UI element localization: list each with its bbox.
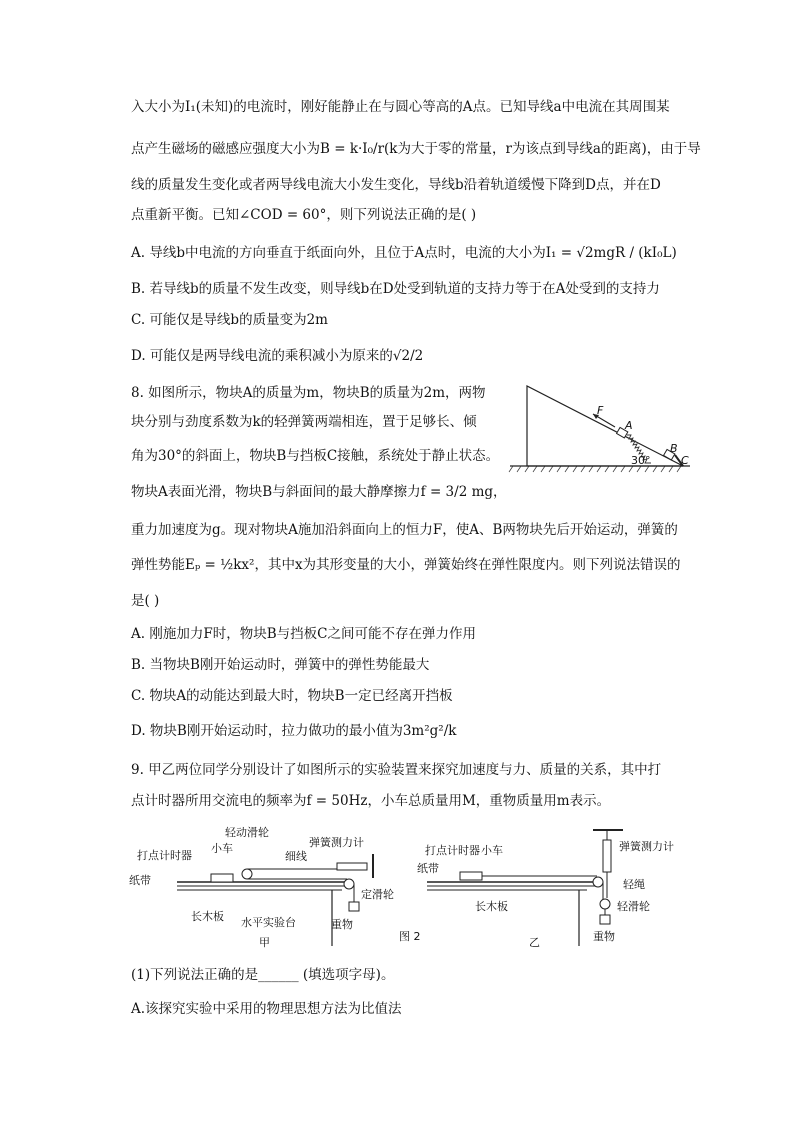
- option-a: A. 刚施加力F时，物块B与挡板C之间可能不存在弹力作用: [131, 626, 476, 642]
- spring-scale-jia: [337, 863, 367, 870]
- text-line: 入大小为I₁(未知)的电流时，刚好能静止在与圆心等高的A点。已知导线a中电流在其周围某: [131, 99, 670, 115]
- incline-triangle: [527, 386, 683, 466]
- label-fixed-pulley: 定滑轮: [361, 888, 394, 901]
- spring-scale-yi: [603, 840, 611, 872]
- pulley-yi-top: [593, 877, 603, 887]
- text-line: 点重新平衡。已知∠COD = 60°，则下列说法正确的是( ): [131, 207, 477, 223]
- label-spring-scale-yi: 弹簧测力计: [619, 840, 674, 853]
- label-board-yi: 长木板: [475, 900, 508, 913]
- apparatus-jia: [129, 825, 394, 949]
- option-c: C. 物块A的动能达到最大时，物块B一定已经离开挡板: [131, 688, 453, 704]
- question-8-line: 重力加速度为g。现对物块A施加沿斜面向上的恒力F，使A、B两物块先后开始运动，弹簧的: [131, 522, 678, 538]
- weight-yi: [600, 915, 610, 924]
- apparatus-figure: [127, 822, 717, 954]
- label-weight-yi: 重物: [593, 930, 615, 943]
- text-line: 线的质量发生变化或者两导线电流大小发生变化，导线b沿着轨道缓慢下降到D点，并在D: [131, 177, 661, 193]
- text-line: 点产生磁场的磁感应强度大小为B = k·I₀/r(k为大于零的常量，r为该点到导线a的距离)，由于导: [131, 141, 701, 157]
- option-d: D. 可能仅是两导线电流的乘积减小为原来的√2/2: [131, 348, 424, 364]
- label-cart-yi: 小车: [481, 844, 503, 857]
- question-8-line: 8. 如图所示，物块A的质量为m，物块B的质量为2m，两物: [131, 385, 486, 401]
- label-angle: 30°: [631, 454, 651, 467]
- caption-jia: 甲: [259, 936, 270, 949]
- label-spring-scale-jia: 弹簧测力计: [309, 836, 364, 849]
- question-8-line: 块分别与劲度系数为k的轻弹簧两端相连，置于足够长、倾: [131, 414, 477, 430]
- question-9-line: 9. 甲乙两位同学分别设计了如图所示的实验装置来探究加速度与力、质量的关系，其中打: [131, 762, 662, 778]
- figure-number: 图 2: [399, 930, 421, 943]
- option-a-text: A.该探究实验中采用的物理思想方法为比值法: [131, 1001, 402, 1017]
- option-b: B. 若导线b的质量不发生改变，则导线b在D处受到轨道的支持力等于在A处受到的支持力: [131, 281, 660, 297]
- question-8-line: 物块A表面光滑，物块B与斜面间的最大静摩擦力f = 3/2 mg，: [131, 484, 507, 500]
- option-c: C. 可能仅是导线b的质量变为2m: [131, 312, 328, 328]
- label-board-jia: 长木板: [191, 910, 224, 923]
- label-light-pulley: 轻动滑轮: [225, 826, 269, 839]
- weight-jia: [349, 902, 359, 911]
- pulley-yi: [600, 899, 610, 909]
- option-d: D. 物块B刚开始运动时，拉力做功的最小值为3m²g²/k: [131, 723, 457, 739]
- label-thread: 细线: [285, 850, 307, 863]
- question-8-line: 弹性势能Eₚ = ½kx²，其中x为其形变量的大小，弹簧始终在弹性限度内。则下列说法错误的: [131, 557, 681, 573]
- question-9-line: 点计时器所用交流电的频率为f = 50Hz，小车总质量用M，重物质量用m表示。: [131, 793, 611, 809]
- label-tape-yi: 纸带: [417, 862, 439, 875]
- light-pulley: [242, 869, 252, 879]
- label-b: B: [670, 442, 678, 455]
- label-cart-jia: 小车: [211, 842, 233, 855]
- label-c: C: [681, 454, 689, 467]
- label-table: 水平实验台: [241, 916, 296, 929]
- label-a: A: [625, 419, 633, 432]
- cart-yi: [460, 872, 482, 880]
- label-timer-jia: 打点计时器: [137, 849, 192, 862]
- label-pulley-yi: 轻滑轮: [617, 900, 650, 913]
- question-8-line: 是( ): [131, 593, 160, 609]
- sub-question-1: (1)下列说法正确的是______ (填选项字母)。: [131, 967, 395, 983]
- label-timer-yi: 打点计时器: [425, 844, 480, 857]
- label-rope: 轻绳: [623, 878, 645, 891]
- option-a: A. 导线b中电流的方向垂直于纸面向外，且位于A点时，电流的大小为I₁ = √2mgR / (kI₀L): [131, 245, 677, 261]
- fixed-pulley: [344, 879, 354, 889]
- label-tape-jia: 纸带: [129, 874, 151, 887]
- apparatus-yi: [417, 830, 674, 949]
- label-f: F: [597, 404, 604, 417]
- question-8-line: 角为30°的斜面上，物块B与挡板C接触，系统处于静止状态。: [131, 448, 500, 464]
- label-weight-jia: 重物: [331, 918, 353, 931]
- cart-jia: [211, 874, 233, 882]
- option-b: B. 当物块B刚开始运动时，弹簧中的弹性势能最大: [131, 657, 430, 673]
- incline-figure: [505, 384, 695, 479]
- caption-yi: 乙: [529, 936, 540, 949]
